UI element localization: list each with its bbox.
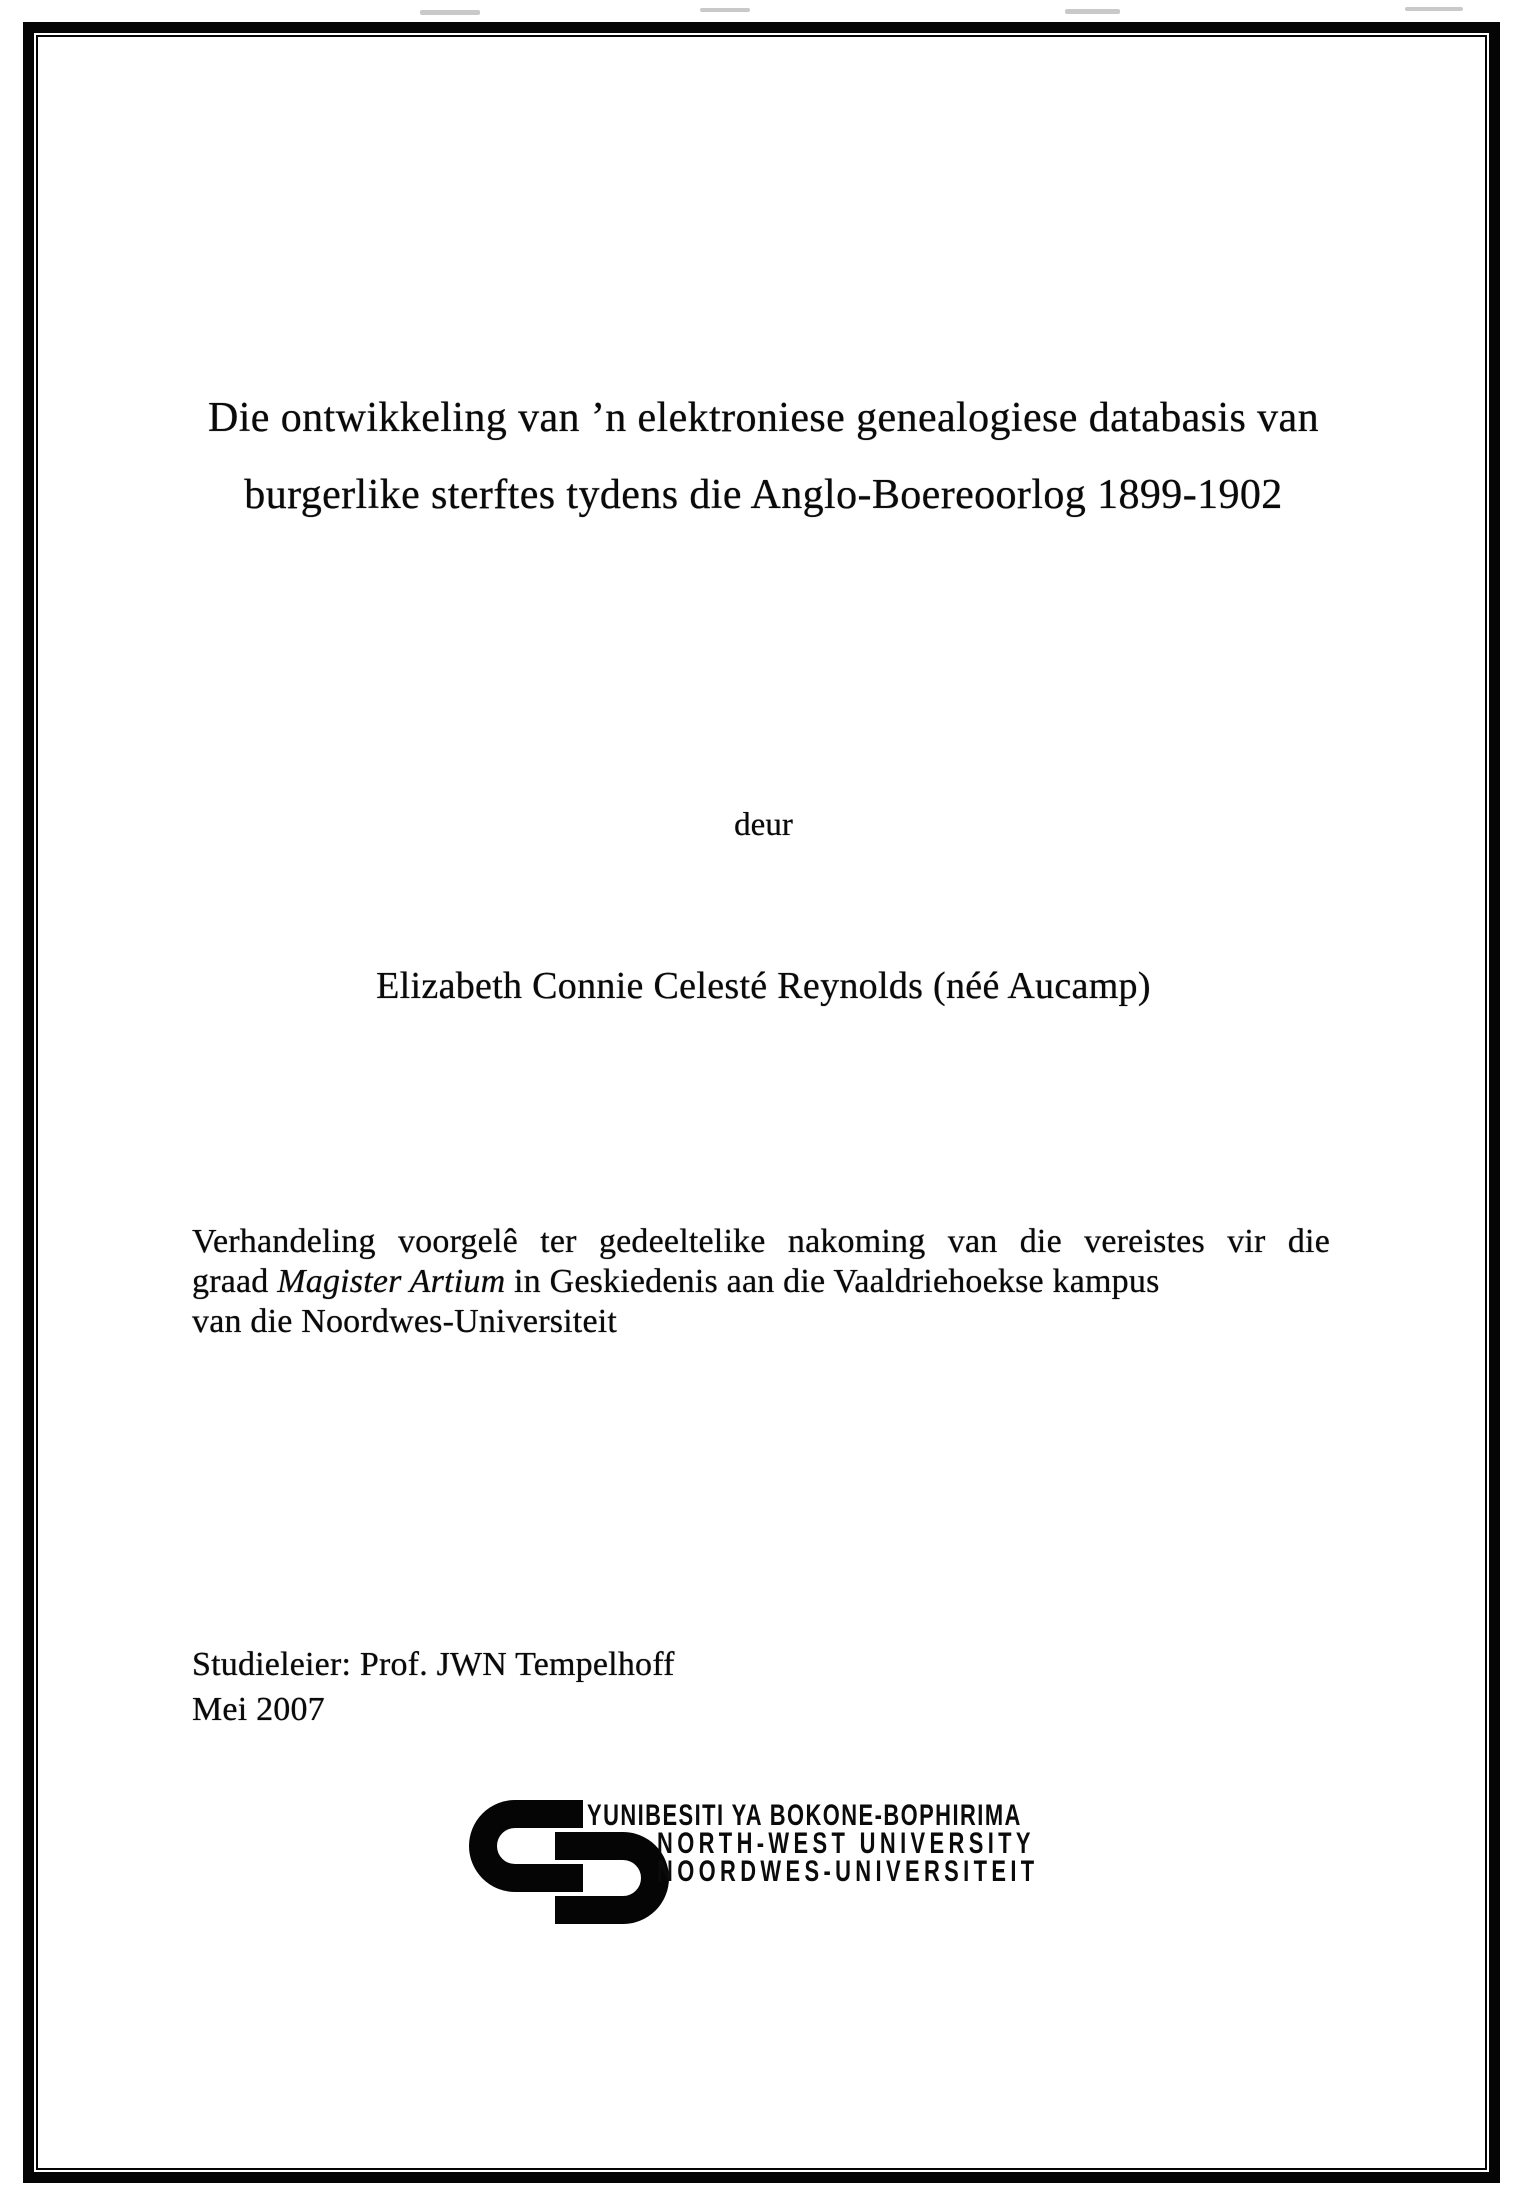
supervisor-block xyxy=(192,1642,675,1732)
date-line: Mei 2007 xyxy=(192,1691,325,1728)
scan-artifact xyxy=(700,8,750,12)
thesis-title xyxy=(100,380,1427,534)
author-name: Elizabeth Connie Celesté Reynolds (néé Aucamp) xyxy=(376,965,1151,1007)
supervisor-line: Studieleier: Prof. JWN Tempelhoff xyxy=(192,1646,675,1683)
degree-statement-line-1: Verhandeling voorgelê ter gedeeltelike nakoming van die vereistes vir die xyxy=(192,1223,1330,1260)
byline-label: deur xyxy=(734,807,793,843)
scan-artifact xyxy=(1065,9,1120,14)
degree-statement-line-2-prefix: graad xyxy=(192,1263,278,1300)
degree-statement-line-2-suffix: in Geskiedenis aan die Vaaldriehoekse kampus xyxy=(505,1263,1160,1300)
university-logo-text xyxy=(587,1799,1183,1888)
logo-text-line-setswana: YUNIBESITI YA BOKONE-BOPHIRIMA xyxy=(587,1799,1022,1832)
scan-artifact xyxy=(420,10,480,15)
degree-statement xyxy=(192,1222,1330,1342)
degree-statement-line-2 xyxy=(192,1262,1330,1302)
logo-text-line-afrikaans: NOORDWES-UNIVERSITEIT xyxy=(657,1855,1039,1888)
thesis-title-line-2: burgerlike sterftes tydens die Anglo-Boereoorlog 1899-1902 xyxy=(244,472,1283,518)
university-logo xyxy=(465,1798,1105,1938)
degree-statement-line-3: van die Noordwes-Universiteit xyxy=(192,1303,618,1340)
scan-artifact xyxy=(1405,7,1463,11)
degree-name-italic: Magister Artium xyxy=(277,1263,506,1300)
logo-text-line-english: NORTH-WEST UNIVERSITY xyxy=(657,1827,1035,1860)
thesis-title-line-1: Die ontwikkeling van ’n elektroniese genealogiese databasis van xyxy=(207,395,1319,441)
